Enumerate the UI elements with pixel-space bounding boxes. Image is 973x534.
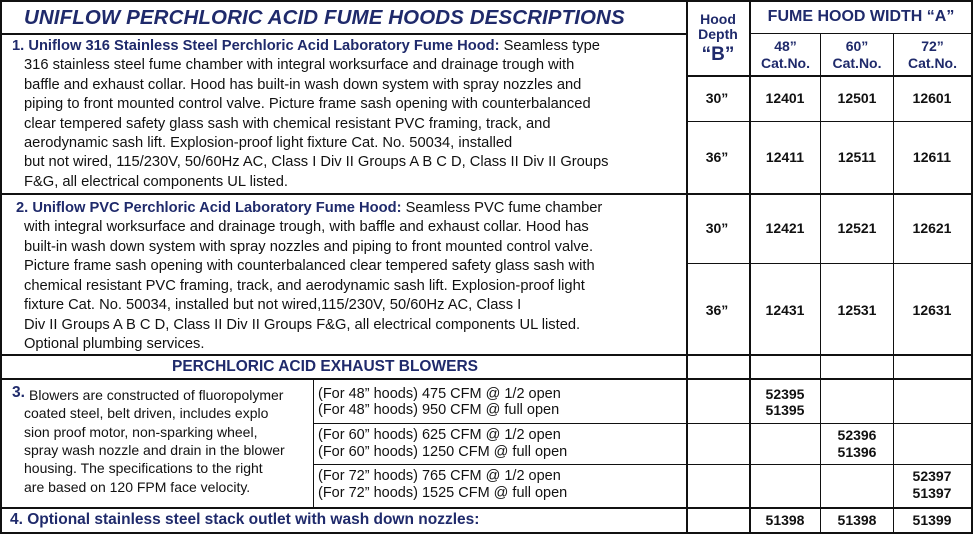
blower-60-full-open: (For 60” hoods) 1250 CFM @ full open [318,444,568,460]
blower-60-cat-half: 52396 [837,427,877,443]
item2-line: Seamless PVC fume chamber [405,200,603,216]
item4-cat72: 51399 [912,512,952,528]
col-60-label: 60” [845,38,869,54]
blower-72-cat-full: 51397 [912,485,952,501]
item2-line: built-in wash down system with spray nozzles and piping to front mounted control valve. [24,238,594,255]
blower-48-full-open: (For 48” hoods) 950 CFM @ full open [318,402,560,418]
depth-header-line3: “B” [701,44,735,65]
rule-item2-row1 [686,263,973,264]
item1-row1-cat72: 12601 [912,90,952,106]
rule-item3-bottom [0,507,973,509]
rule-col-72 [893,33,894,534]
blower-72-half-open: (For 72” hoods) 765 CFM @ 1/2 open [318,468,561,484]
item1-line: clear tempered safety glass sash with chemical resistant PVC framing, track, and [24,115,551,132]
rule-item1-row1 [686,121,973,122]
depth-header-line1: Hood [700,11,736,27]
rule-blower-group2 [313,464,973,465]
rule-col-depth [686,0,688,534]
blower-72-cat-half: 52397 [912,468,952,484]
item2-row2-cat48: 12431 [765,302,805,318]
item3-line: sion proof motor, non-sparking wheel, [24,423,258,440]
border-top [0,0,973,2]
item1-line: Seamless type [503,38,600,54]
item2-line: with integral worksurface and drainage trough, with baffle and exhaust collar. Hood has [24,219,589,235]
rule-item2-bottom [0,354,973,356]
page-title: UNIFLOW PERCHLORIC ACID FUME HOODS DESCRIPTIONS [24,6,625,29]
item2-line: chemical resistant PVC framing, track, and aerodynamic sash lift. Explosion-proof light [24,277,585,294]
item1-line: aerodynamic sash lift. Explosion-proof light fixture Cat. No. 50034, installed [24,135,513,151]
blower-72-full-open: (For 72” hoods) 1525 CFM @ full open [318,485,568,501]
rule-title-bottom [0,33,686,35]
item1-first-line [12,37,600,56]
rule-blowers-header-bottom [0,378,973,380]
rule-width-title-bottom [749,33,973,34]
blower-48-cat-full: 51395 [765,402,805,418]
item2-first-line [16,199,602,218]
item1-row2-depth: 36” [705,149,729,165]
item1-number: 1. [12,38,25,54]
item4-cat60: 51398 [837,512,877,528]
item2-row2-depth: 36” [705,302,729,318]
item1-row2-cat60: 12511 [837,149,877,165]
item1-line: baffle and exhaust collar. Hood has built-in wash down system with spray nozzles and [24,76,582,93]
item3-number: 3. [12,384,25,401]
blower-48-cat-half: 52395 [765,386,805,402]
item2-row1-cat60: 12521 [837,220,877,236]
blower-60-cat-full: 51396 [837,444,877,460]
item1-line: piping to front mounted control valve. Picture frame sash opening with counterbalanced [24,96,591,112]
item2-line: Picture frame sash opening with counterbalanced clear tempered safety glass sash with [24,258,595,274]
item1-row1-depth: 30” [705,90,729,106]
item1-row2-cat48: 12411 [765,149,805,165]
border-left [0,0,2,534]
rule-blower-desc [313,378,314,507]
item3-line: housing. The specifications to the right [24,460,263,476]
rule-col-48 [749,0,751,534]
rule-header-bottom [686,75,973,77]
col-48-label: 48” [774,38,797,54]
item1-name: Uniflow 316 Stainless Steel Perchloric Acid Laboratory Fume Hood: [28,38,500,54]
rule-item1-bottom [0,193,973,195]
item2-row1-cat72: 12621 [912,220,952,236]
item1-row2-cat72: 12611 [912,149,952,165]
item2-row1-cat48: 12421 [765,220,805,236]
item2-row2-cat60: 12531 [837,302,877,318]
item3-line: spray wash nozzle and drain in the blower [24,442,285,458]
col-72-label: 72” [921,38,944,54]
item4-cat48: 51398 [765,512,805,528]
col-48-catno: Cat.No. [761,55,810,71]
item1-line: F&G, all electrical components UL listed. [24,173,288,190]
item2-row1-depth: 30” [705,220,729,236]
depth-header-line2: Depth [698,26,738,42]
blowers-section-header: PERCHLORIC ACID EXHAUST BLOWERS [172,358,478,375]
col-72-catno: Cat.No. [908,55,957,71]
item3-line: coated steel, belt driven, includes explo [24,405,269,421]
blower-60-half-open: (For 60” hoods) 625 CFM @ 1/2 open [318,427,561,443]
item3-line: Blowers are constructed of fluoropolymer [29,387,284,403]
item1-line: but not wired, 115/230V, 50/60Hz AC, Class I Div II Groups A B C D, Class II Div II Groups [24,154,609,170]
item3-line: are based on 120 FPM face velocity. [24,478,251,495]
item1-row1-cat48: 12401 [765,90,805,106]
item2-number: 2. [16,200,29,216]
item2-row2-cat72: 12631 [912,302,952,318]
item4-description: 4. Optional stainless steel stack outlet with wash down nozzles: [10,511,480,528]
item1-row1-cat60: 12501 [837,90,877,106]
blower-48-half-open: (For 48” hoods) 475 CFM @ 1/2 open [318,386,561,402]
item2-line: fixture Cat. No. 50034, installed but not wired,115/230V, 50/60Hz AC, Class I [24,297,522,313]
item1-line: 316 stainless steel fume chamber with integral worksurface and drainage trough with [24,57,575,73]
col-60-catno: Cat.No. [832,55,882,71]
item2-name: Uniflow PVC Perchloric Acid Laboratory Fume Hood: [32,200,402,216]
rule-blower-group1 [313,423,973,424]
width-header-title: FUME HOOD WIDTH “A” [767,8,955,25]
rule-col-60 [820,33,821,534]
item2-line: Optional plumbing services. [24,336,205,352]
item2-line: Div II Groups A B C D, Class II Div II Groups F&G, all electrical components UL listed. [24,316,581,333]
